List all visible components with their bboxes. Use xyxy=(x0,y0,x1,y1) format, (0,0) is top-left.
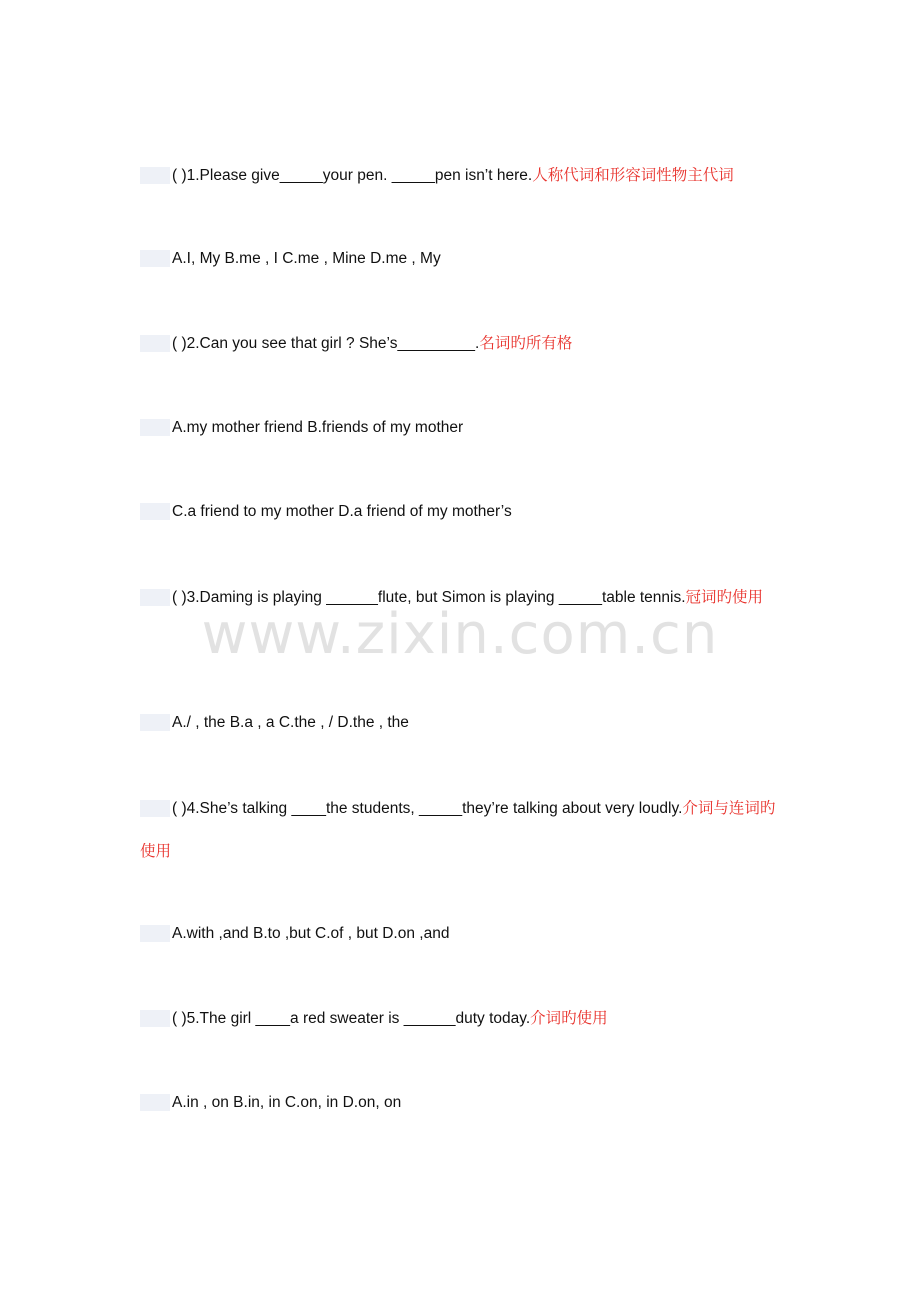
options-text: A.in , on B.in, in C.on, in D.on, on xyxy=(172,1094,402,1111)
question-2-options-line-2 xyxy=(140,491,785,533)
grammar-note: 介词旳使用 xyxy=(530,1009,608,1027)
indent-marker xyxy=(140,1010,170,1027)
indent-marker xyxy=(140,503,170,520)
indent-marker xyxy=(140,714,170,731)
question-text: ( )5.The girl ____a red sweater is ______duty today. xyxy=(172,1010,531,1027)
question-5-options xyxy=(140,1082,785,1124)
indent-marker xyxy=(140,1094,170,1111)
watermark: www.zixin.com.cn xyxy=(201,602,719,667)
options-text: A.my mother friend B.friends of my mother xyxy=(172,419,464,436)
indent-marker xyxy=(140,419,170,436)
indent-marker xyxy=(140,925,170,942)
question-text: ( )4.She’s talking ____the students, _____they’re talking about very loudly. xyxy=(172,800,683,817)
question-5-stem xyxy=(140,997,785,1040)
options-text: A.I, My B.me , I C.me , Mine D.me , My xyxy=(172,250,441,267)
grammar-note: 介词与连词旳使用 xyxy=(140,799,776,860)
question-4-options xyxy=(140,913,785,955)
question-1-options xyxy=(140,238,785,280)
grammar-note: 冠词旳使用 xyxy=(685,588,764,606)
question-4-stem xyxy=(140,787,785,873)
grammar-note: 人称代词和形容词性物主代词 xyxy=(532,166,734,184)
indent-marker xyxy=(140,800,170,817)
question-2-options-line-1 xyxy=(140,407,785,449)
question-3-options xyxy=(140,702,785,744)
question-text: ( )3.Daming is playing ______flute, but Simon is playing _____table tennis. xyxy=(172,589,686,606)
indent-marker xyxy=(140,167,170,184)
question-2-stem xyxy=(140,322,785,365)
question-3-stem xyxy=(140,576,785,619)
options-text: A.with ,and B.to ,but C.of , but D.on ,and xyxy=(172,925,450,942)
indent-marker xyxy=(140,335,170,352)
question-text: ( )2.Can you see that girl ? She’s_________. xyxy=(172,335,480,352)
options-text: C.a friend to my mother D.a friend of my mother’s xyxy=(172,503,512,520)
grammar-note: 名词旳所有格 xyxy=(479,334,573,352)
indent-marker xyxy=(140,250,170,267)
options-text: A./ , the B.a , a C.the , / D.the , the xyxy=(172,714,409,731)
question-text: ( )1.Please give_____your pen. _____pen isn’t here. xyxy=(172,167,533,184)
question-1-stem xyxy=(140,154,785,197)
indent-marker xyxy=(140,589,170,606)
